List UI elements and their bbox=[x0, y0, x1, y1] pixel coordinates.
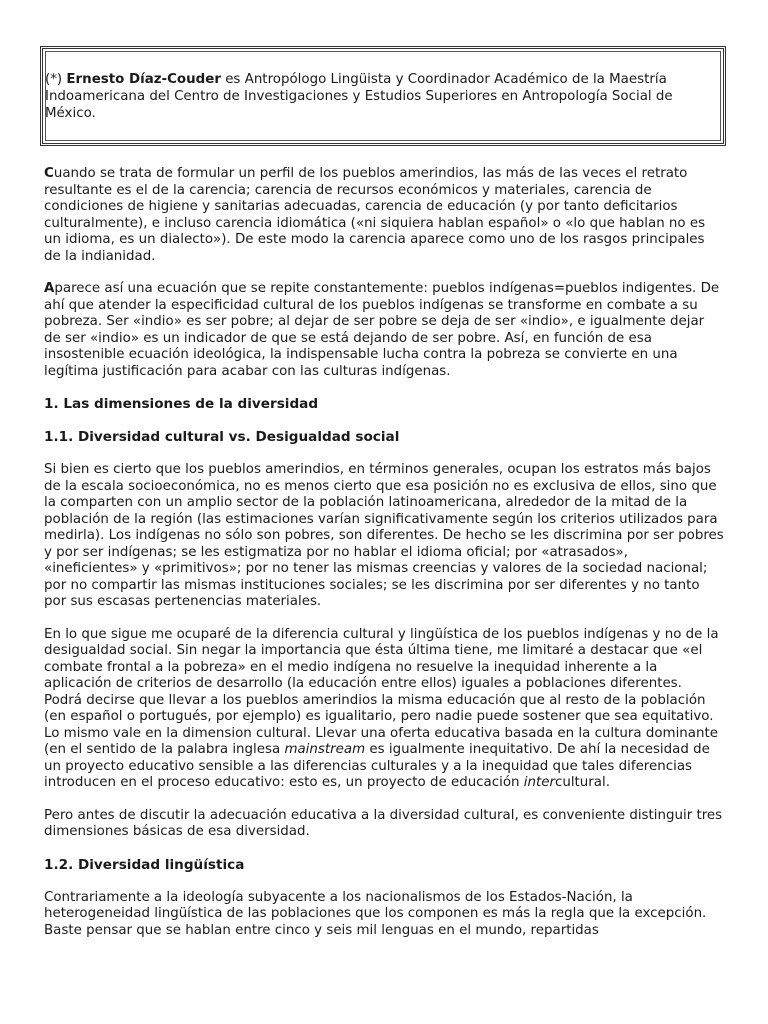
paragraph-ecuacion bbox=[44, 281, 724, 380]
paragraph-text: parece así una ecuación que se repite constantemente: pueblos indígenas=pueblos indigentes. De ahí que atender la especificidad cultural de los pueblos indígenas se transforme en combate a su pobreza. Ser «indio» es ser pobre; al dejar de ser pobre se deja de ser «indio», e igualmente dejar de ser «indio» es un indicador de que se está dejando de ser pobre. Así, en función de esa insostenible ecuación ideológica, la indispensable lucha contra la pobreza se convierte en una legítima justificación para acabar con las culturas indígenas. bbox=[44, 281, 720, 379]
section-heading-1-2: 1.2. Diversidad lingüística bbox=[44, 856, 245, 873]
section-heading-1-1: 1.1. Diversidad cultural vs. Desigualdad social bbox=[44, 429, 400, 445]
document-body bbox=[44, 166, 724, 939]
paragraph-text: En lo que sigue me ocuparé de la diferencia cultural y lingüística de los pueblos indígenas y no de la desigualdad social. Sin negar la importancia que ésta última tiene, me limitaré a destacar que «el combate frontal a la pobreza» en el medio indígena no resuelve la inequidad inherente a la aplicación de criterios de desarrollo (la educación entre ellos) iguales a poblaciones diferentes. Podrá decirse que llevar a los pueblos amerindios la misma educación que al resto de la población (en español o portugués, por ejemplo) es igualitario, pero nadie puede sostener que sea equitativo. Lo mismo vale en la dimension cultural. Llevar una oferta educativa basada en la cultura dominante (en el sentido de la palabra inglesa bbox=[44, 626, 719, 757]
italic-term-mainstream: mainstream bbox=[284, 742, 366, 757]
author-name: Ernesto Díaz-Couder bbox=[66, 72, 221, 87]
author-note-prefix: (*) bbox=[45, 72, 67, 87]
paragraph-diferencia-cultural bbox=[44, 627, 724, 792]
author-note-box bbox=[40, 46, 726, 146]
paragraph-initial: A bbox=[44, 281, 55, 296]
paragraph-diversidad-linguistica: Contrariamente a la ideología subyacente a los nacionalismos de los Estados-Nación, la heterogeneidad lingüística de las poblaciones que los componen es más la regla que la excepción. Baste pensar que se hablan entre cinco y seis mil lenguas en el mundo, repartidas bbox=[44, 889, 707, 938]
paragraph-intro bbox=[44, 166, 724, 265]
paragraph-initial: C bbox=[44, 166, 54, 181]
paragraph-diversidad-cultural: Si bien es cierto que los pueblos amerindios, en términos generales, ocupan los estratos más bajos de la escala socioeconómica, no es menos cierto que esa posición no es exclusiva de ellos, sino que la comparten con un amplio sector de la población latinoamericana, alrededor de la mitad de la población de la región (las estimaciones varían significativamente según los criterios utilizados para medirla). Los indígenas no sólo son pobres, son diferentes. De hecho se les discrimina por ser pobres y por ser indígenas; se les estigmatiza por no hablar el idioma oficial; por «atrasados», «ineficientes» y «primitivos»; por no tener las mismas creencias y valores de la sociedad nacional; por no compartir las mismas instituciones sociales; se les discrimina por ser diferentes y no tanto por sus escasas pertenencias materiales. bbox=[44, 462, 724, 609]
paragraph-text: uando se trata de formular un perfil de los pueblos amerindios, las más de las veces el retrato resultante es el de la carencia; carencia de recursos económicos y materiales, carencia de condiciones de higiene y sanitarias adecuadas, carencia de educación (y por tanto deficitarios culturalmente), e incluso carencia idiomática («ni siquiera hablan español» o «lo que hablan no es un idioma, es un dialecto»). De este modo la carencia aparece como uno de los rasgos principales de la indianidad. bbox=[44, 166, 706, 264]
document-page bbox=[44, 46, 724, 955]
section-heading-1: 1. Las dimensiones de la diversidad bbox=[44, 396, 319, 412]
paragraph-text: es igualmente inequitativo. De ahí la necesidad de un proyecto educativo sensible a las diferencias culturales y a la inequidad que tales diferencias introducen en el proceso educativo: esto es, un proyecto de educación bbox=[44, 742, 710, 790]
paragraph-text: cultural. bbox=[554, 775, 610, 790]
italic-term-inter: inter bbox=[523, 775, 555, 790]
author-note-text: es Antropólogo Lingüista y Coordinador Académico de la Maestría Indoamericana del Centro de Investigaciones y Estudios Superiores en Antropología Social de México. bbox=[45, 72, 673, 121]
paragraph-dimensiones: Pero antes de discutir la adecuación educativa a la diversidad cultural, es conveniente distinguir tres dimensiones básicas de esa diversidad. bbox=[44, 807, 723, 839]
